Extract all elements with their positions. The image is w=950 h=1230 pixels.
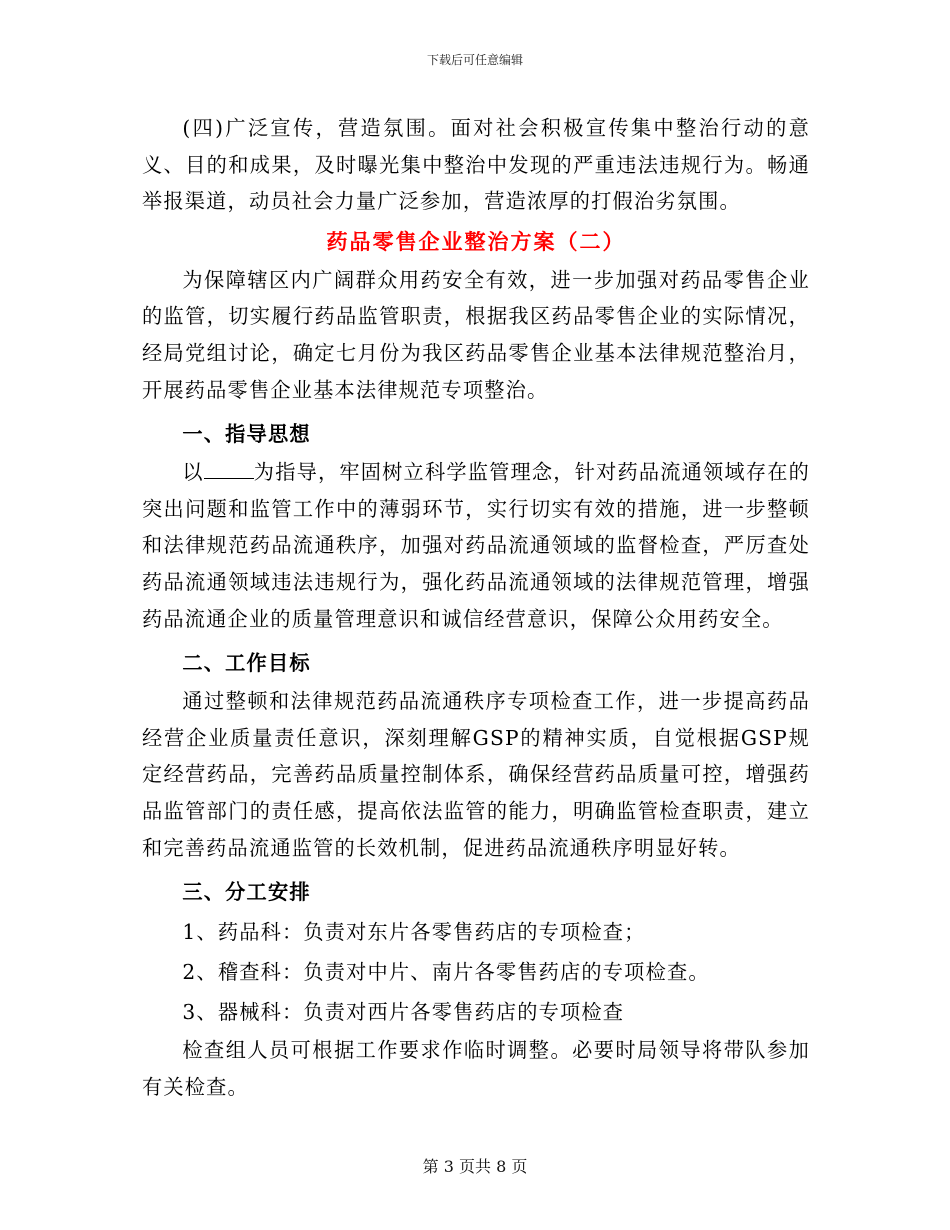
guiding-text-start: 以 (182, 460, 204, 485)
page-footer: 第 3 页共 8 页 (422, 1157, 528, 1176)
document-body (142, 110, 810, 1105)
closing-paragraph: 检查组人员可根据工作要求作临时调整。必要时局领导将带队参加有关检查。 (142, 1038, 810, 1099)
guiding-text-rest: 为指导，牢固树立科学监管理念，针对药品流通领域存在的突出问题和监管工作中的薄弱环节，实行切实有效的措施，进一步整顿和法律规范药品流通秩序，加强对药品流通领域的监督检查，严厉查处药品流通领域违法违规行为，强化药品流通领域的法律规范管理，增强药品流通企业的质量管理意识和诚信经营意识，保障公众用药安全。 (142, 460, 811, 631)
intro-paragraph: (四)广泛宣传，营造氛围。面对社会积极宣传集中整治行动的意义、目的和成果，及时曝光集中整治中发现的严重违法违规行为。畅通举报渠道，动员社会力量广泛参加，营造浓厚的打假治劣氛围。 (142, 116, 810, 214)
preamble-paragraph: 为保障辖区内广阔群众用药安全有效，进一步加强对药品零售企业的监管，切实履行药品监管职责，根据我区药品零售企业的实际情况，经局党组讨论，确定七月份为我区药品零售企业基本法律规范整治月，开展药品零售企业基本法律规范专项整治。 (142, 267, 810, 402)
section-heading-guiding-ideology: 一、指导思想 (182, 422, 311, 447)
section-heading-division-of-labor: 三、分工安排 (182, 880, 311, 905)
section-heading-work-goals: 二、工作目标 (182, 651, 311, 676)
list-item: 3、器械科：负责对西片各零售药店的专项检查 (182, 1000, 625, 1025)
page-header: 下载后可任意编辑 (426, 53, 523, 67)
list-item: 1、药品科：负责对东片各零售药店的专项检查； (182, 920, 646, 945)
fill-in-blank (204, 460, 254, 479)
work-goals-paragraph: 通过整顿和法律规范药品流通秩序专项检查工作，进一步提高药品经营企业质量责任意识，深刻理解GSP的精神实质，自觉根据GSP规定经营药品，完善药品质量控制体系，确保经营药品质量可控，增强药品监管部门的责任感，提高依法监管的能力，明确监管检查职责，建立和完善药品流通监管的长效机制，促进药品流通秩序明显好转。 (142, 689, 810, 860)
document-title: 药品零售企业整治方案（二） (326, 228, 626, 254)
guiding-ideology-paragraph (142, 454, 810, 637)
list-item: 2、稽查科：负责对中片、南片各零售药店的专项检查。 (182, 960, 710, 985)
